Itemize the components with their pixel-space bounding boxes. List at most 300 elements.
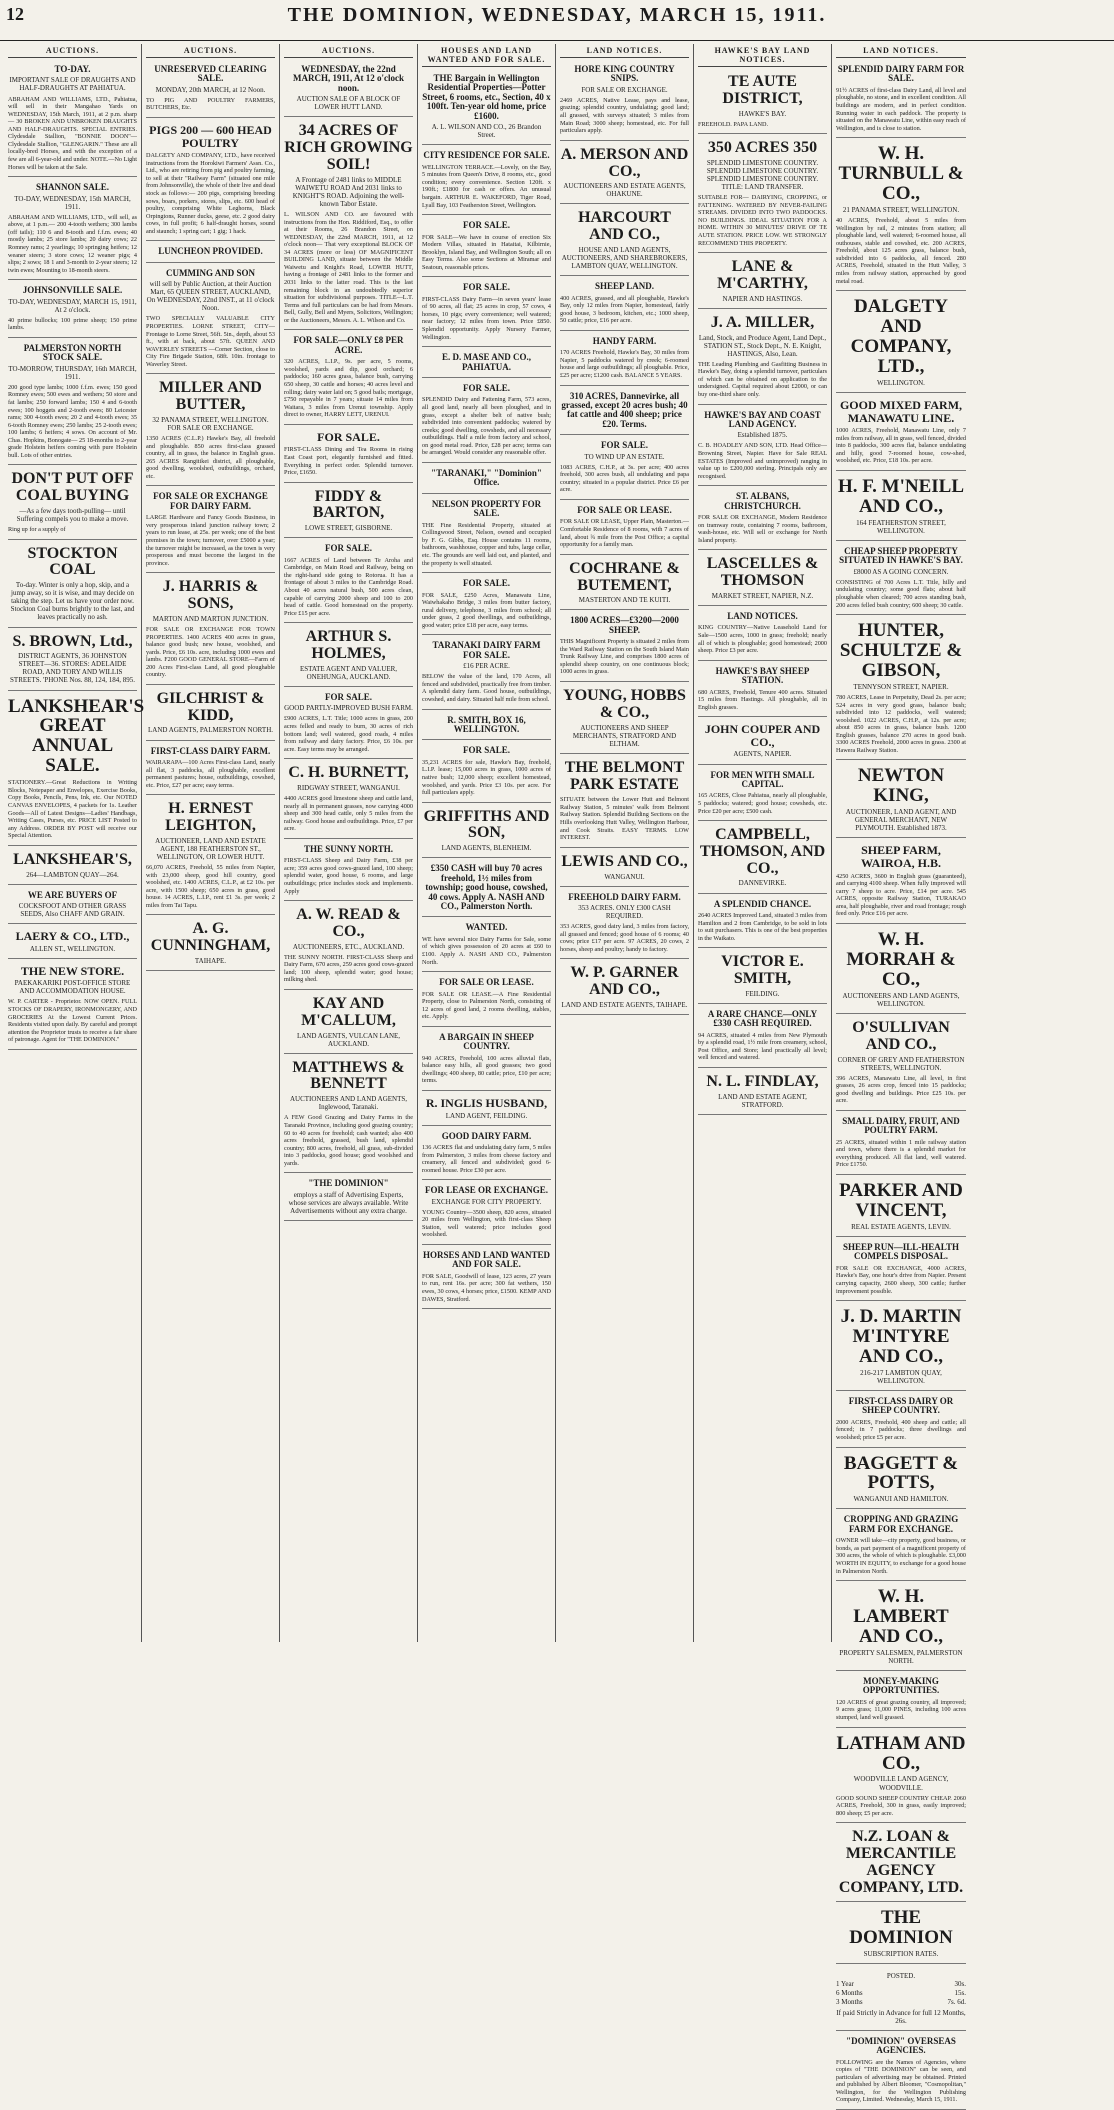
- ad-body-text: C. B. HOADLEY AND SON, LTD. Head Office—Browning Street, Napier. Have for Sale REAL ESTATES (Improved and unimproved) ranging in value up to £200,000 sterling. Principals only are recognised.: [698, 442, 827, 480]
- ad-body-text: OWNER will take—city property, good business, or bonds, as part payment of a magnificent property of 300 acres, the whole of which is ploughable. £3,000 WORTH IN EQUITY, to exchange for a good house in Palmerston North.: [836, 1537, 966, 1575]
- ad-subheading: will sell by Public Auction, at their Auction Mart, 65 QUEEN STREET, AUCKLAND, On WEDNESDAY, 22nd INST., at 11 o'clock Noon.: [146, 280, 275, 313]
- ad-headline: SPLENDID DAIRY FARM FOR SALE.: [837, 64, 965, 84]
- advertisement: [560, 62, 689, 141]
- ad-subheading: RIDGWAY STREET, WANGANUI.: [297, 784, 400, 792]
- ad-subheading: AUCTIONEER, LAND AGENT, AND GENERAL MERCHANT, NEW PLYMOUTH. Established 1873.: [845, 808, 957, 833]
- advertisement: [146, 62, 275, 118]
- ad-body-text: THIS Magnificent Property is situated 2 miles from the Ward Railway Station on the South Island Main Trunk Railway Line, and comprises 1800 acres of splendid sheep country, on one continuous block; 1000 acres in grass.: [560, 638, 689, 676]
- advertisement: [146, 576, 275, 685]
- ad-headline: COCHRANE & BUTEMENT,: [569, 559, 680, 594]
- ad-headline: ST. ALBANS, CHRISTCHURCH.: [724, 491, 801, 511]
- advertisement: [698, 951, 827, 1004]
- ad-body-text: ABRAHAM AND WILLIAMS, LTD., Pahiatua, will sell in their Mangahao Yards on WEDNESDAY, 15th March, 1911, at 2 p.m. sharp— 30 BROKEN AND UNBROKEN DRAUGHTS AND HALF-DRAUGHTS. SPECIAL ENTRIES. Clydesdale Stallion, "BONNIE DOON"— Clydesdale Stallion, "GLENGARIN." These are all locally-bred Horses, and with the exception of a few are all 6-year-old and under. NOTE.—No Light Horses will be taken at the Sale.: [8, 95, 137, 171]
- advertisement: [284, 842, 413, 901]
- rate-period: 6 Months: [836, 1989, 863, 1998]
- ad-subheading: 264—LAMBTON QUAY—264.: [26, 870, 119, 879]
- ad-body-text: KING COUNTRY—Native Leasehold Land for Sale—1500 acres, 1000 in grass; freehold; nearly all of which is ploughable; good homestead; 2000 sheep. Price £3 per acre.: [698, 624, 827, 655]
- advertisement: [698, 137, 827, 253]
- ad-subheading: WANGANUI.: [604, 872, 645, 881]
- ad-headline: PALMERSTON NORTH STOCK SALE.: [23, 342, 122, 363]
- advertisement: [560, 334, 689, 386]
- ad-subheading: DISTRICT AGENTS, 36 JOHNSTON STREET—36. STORES: ADELAIDE ROAD, AND TORY AND WILLIS STREETS. 'PHONE Nos. 88, 124, 184, 895.: [10, 652, 135, 685]
- ad-subheading: 164 FEATHERSTON STREET, WELLINGTON.: [856, 518, 946, 535]
- ad-headline: WEDNESDAY, the 22nd MARCH, 1911, At 12 o'clock noon.: [293, 64, 404, 93]
- advertisement: [284, 1057, 413, 1174]
- advertisement: [284, 428, 413, 483]
- ad-headline: W. H. TURNBULL & CO.,: [838, 143, 964, 205]
- ad-body-text: SUITABLE FOR— DAIRYING, CROPPING, or FATTENING. WATERED BY NEVER-FAILING STREAMS. DIVIDED INTO TWO PADDOCKS. NO BUILDINGS. IDEAL SITUATION FOR A HOME. WITHIN 30 MINUTES' DRIVE OF TE AUTE STATION. PRICE LOW. WE STRONGLY RECOMMEND THIS PROPERTY.: [698, 194, 827, 247]
- ad-body-text: 1083 ACRES, C.H.P., at 3s. per acre; 400 acres freehold, 300 acres bush, all undulating and papa country; situated in a popular district. Price £6 per acre.: [560, 463, 689, 494]
- advertisement: [8, 927, 137, 959]
- ad-headline: UNRESERVED CLEARING SALE.: [154, 64, 267, 84]
- ad-headline: THE SUNNY NORTH.: [303, 843, 394, 854]
- advertisement: [422, 280, 551, 347]
- ad-body-text: DALGETY AND COMPANY, LTD., have received instructions from the Horokiwi Farmers' Assn. Co., Ltd., who are retiring from pig and poultry farming, to sell at their "Railway Farm" (situated one mile from Johnsonville), the whole of their live and dead stock as follows:— 200 pigs, comprising breeding sows, boars, porkers, stores, slips, etc. 600 head of poultry, comprising White Leghorns, Black Orpingtons, Runner ducks, geese, etc. 2 good dairy cows, in full profit; 6 half-draught horses, sound and staunch; 1 spring cart; 1 gig; 1 hack.: [146, 152, 275, 235]
- ad-body-text: LARGE Hardware and Fancy Goods Business, in very prosperous inland junction railway town; 2 years to run lease, at 25s. per week; one of the best premises in the town; turnover, over £5000 a year; the turnover might be increased, as the town is very prosperous and must become the largest in the province.: [146, 514, 275, 567]
- ad-headline: H. F. M'NEILL AND CO.,: [838, 475, 964, 517]
- advertisement: [836, 1240, 966, 1301]
- ad-headline: TO-DAY.: [54, 64, 91, 74]
- ad-headline: J. HARRIS & SONS,: [162, 578, 259, 613]
- ad-headline: THE DOMINION: [849, 1907, 953, 1949]
- ad-subheading: 32 PANAMA STREET, WELLINGTON. FOR SALE OR EXCHANGE.: [152, 416, 269, 433]
- ad-subheading: DANNEVIRKE.: [738, 879, 787, 888]
- page-number: 12: [6, 4, 24, 24]
- column-2: [142, 44, 280, 1642]
- ad-subheading: ESTATE AGENT AND VALUER, ONEHUNGA, AUCKLAND.: [299, 664, 398, 681]
- advertisement: [146, 688, 275, 741]
- column-6: [694, 44, 832, 1642]
- ad-headline: CAMPBELL, THOMSON, AND CO.,: [699, 826, 826, 877]
- ad-subheading: 21 PANAMA STREET, WELLINGTON.: [842, 206, 960, 215]
- ad-body-text: 94 ACRES, situated 4 miles from New Plymouth by a splendid road, 1½ mile from creamery, school, Post Office, and Store; land practically all level; well fenced and watered.: [698, 1031, 827, 1062]
- ad-subheading: LAND AGENTS, VULCAN LANE, AUCKLAND.: [296, 1031, 401, 1048]
- ad-subheading: IMPORTANT SALE OF DRAUGHTS AND HALF-DRAUGHTS AT PAHIATUA.: [9, 76, 136, 93]
- ad-headline: SHEEP LAND.: [594, 281, 654, 292]
- ad-headline: SHANNON SALE.: [35, 182, 109, 193]
- ad-body-text: THE Fine Residential Property, situated at Collingwood Street, Nelson, owned and occupied by F. G. Gibbs, Esq. House contains 11 rooms, bathroom, washhouse, copper and tubs, large cellar, etc. The grounds are well laid out, and planted, and the property is well situated.: [422, 521, 551, 567]
- ad-headline: GILCHRIST & KIDD,: [156, 689, 265, 724]
- ad-headline: PIGS 200 — 600 HEAD POULTRY: [149, 123, 272, 150]
- advertisement: [836, 1826, 966, 1902]
- ad-subheading: A Frontage of 2481 links to MIDDLE WAIWETU ROAD And 2031 links to KNIGHT'S ROAD. Adjoining the well-known Tabor Estate.: [292, 175, 405, 208]
- ad-headline: GOOD DAIRY FARM.: [441, 1130, 532, 1141]
- ad-headline: J. D. MARTIN M'INTYRE AND CO.,: [840, 1306, 962, 1367]
- ad-headline: FOR MEN WITH SMALL CAPITAL.: [710, 769, 815, 789]
- ad-body-text: A FEW Good Grazing and Dairy Farms in the Taranaki Province, including good grazing country; 60 to 40 acres for freehold; cash wanted; also 400 acres freehold, grassed, bush land, splendid country; 800 acres, freehold, all grass, sub-divided into 3 paddocks, good house; good woolshed and yards.: [284, 1114, 413, 1167]
- ad-body-text: 120 ACRES of great grazing country, all improved; 9 acres grass; 11,000 PINES, including 100 acres stumped, land well grassed.: [836, 1698, 966, 1722]
- ad-headline: LAERY & CO., LTD.,: [15, 929, 130, 944]
- advertisement: [836, 927, 966, 1014]
- ad-subheading: TENNYSON STREET, NAPIER.: [853, 682, 949, 691]
- advertisement: [422, 1248, 551, 1309]
- advertisement: [422, 1030, 551, 1091]
- ad-subheading: MONDAY, 20th MARCH, at 12 Noon.: [155, 85, 266, 94]
- ad-headline: J. A. MILLER,: [710, 313, 815, 331]
- ad-headline: N.Z. LOAN & MERCANTILE AGENCY COMPANY, LTD.: [838, 1828, 964, 1896]
- advertisement: [8, 849, 137, 885]
- ad-headline: A. G. CUNNINGHAM,: [150, 920, 271, 955]
- ad-subheading: AUCTION SALE OF A BLOCK OF LOWER HUTT LAND.: [296, 95, 401, 112]
- advertisement: [422, 1094, 551, 1126]
- rates-title: POSTED.: [886, 1972, 916, 1981]
- advertisement: [698, 768, 827, 822]
- ad-headline: W. H. LAMBERT AND CO.,: [853, 1586, 949, 1648]
- advertisement: [698, 1071, 827, 1115]
- column-4: [418, 44, 556, 1642]
- advertisement: [836, 474, 966, 541]
- ad-body-text: 165 ACRES, Close Pahiatua, nearly all ploughable, 5 paddocks; watered; good house; cowsheds, etc. Price £20 per acre; £500 cash.: [698, 792, 827, 815]
- ad-body-text: FOR SALE—We have in course of erection Six Modern Villas, situated in Hataitai, Kilbirnie, Brooklyn, Island Bay, and Wellington South; all on Easy Terms. Also some Sections at Miramar and Seatoun, reasonable prices.: [422, 233, 551, 271]
- ad-body-text: 780 ACRES, Lease in Perpetuity, Dead 2s. per acre; 524 acres in very good grass, balance bush; subdivided into 12 paddocks, well watered; woolshed. 1022 ACRES, C.H.P., at 12s. per acre; about 850 acres in grass, balance bush. 1200 English grasses, balance 270 acres in good bush. 3300 ACRES Freehold, 2000 acres in grass. 2300 at Hawera Railway Station.: [836, 693, 966, 754]
- ad-headline: R. SMITH, BOX 16, WELLINGTON.: [447, 714, 526, 734]
- advertisement: [422, 1129, 551, 1181]
- ad-subheading: TO WIND UP AN ESTATE.: [584, 452, 665, 461]
- advertisement: [836, 841, 966, 924]
- ad-subheading: £16 PER ACRE.: [463, 662, 510, 671]
- ad-headline: TE AUTE DISTRICT,: [722, 73, 803, 107]
- ad-headline: HARCOURT AND CO.,: [578, 209, 671, 244]
- ad-subheading: SUBSCRIPTION RATES.: [863, 1950, 939, 1959]
- ad-headline: FOR SALE.: [600, 440, 648, 451]
- rate-price: 15s.: [954, 1989, 966, 1998]
- ad-headline: CUMMING AND SON: [166, 267, 255, 278]
- advertisement: [8, 694, 145, 846]
- ad-subheading: MASTERTON AND TE KUITI.: [578, 596, 671, 605]
- ad-headline: R. INGLIS HUSBAND,: [425, 1095, 548, 1110]
- ad-subheading: To-day. Winter is only a hop, skip, and a jump away, so it is wise, and may decide on taking the step. Let us have your order now. Stockton Coal burns brightly to the last, and leaves practically no ash.: [10, 581, 135, 622]
- ad-subheading: EXCHANGE FOR CITY PROPERTY.: [431, 1197, 542, 1206]
- advertisement: [836, 1731, 966, 1824]
- ad-body-text: FOR SALE OR EXCHANGE FOR TOWN PROPERTIES. 1400 ACRES 400 acres in grass, balance good bush; new house, woolshed, and yards. Price, £6 10s. acre, including 1000 ewes and lambs. F200 GOOD GENERAL STORE—Farm of 200 Acres First-class Land, all good ploughable country.: [146, 625, 275, 679]
- ad-body-text: GOOD SOUND SHEEP COUNTRY CHEAP. 2060 ACRES, Freehold, 300 in grass, easily improved; 800 sheep; £5 per acre.: [836, 1794, 966, 1817]
- ad-headline: BAGGETT & POTTS,: [843, 1452, 959, 1494]
- column-5: [556, 44, 694, 1642]
- column-header: AUCTIONS.: [8, 44, 137, 58]
- advertisement: [422, 743, 551, 802]
- ad-headline: E. D. MASE AND CO., PAHIATUA.: [441, 352, 531, 372]
- column-header: LAND NOTICES.: [836, 44, 966, 58]
- ad-subheading: REAL ESTATE AGENTS, LEVIN.: [851, 1222, 951, 1231]
- ad-headline: FOR SALE.: [317, 429, 380, 444]
- ad-headline: DALGETY AND COMPANY, LTD.,: [850, 296, 952, 377]
- ad-subheading: PROPERTY SALESMEN, PALMERSTON NORTH.: [839, 1648, 963, 1665]
- ad-subheading: WANGANUI AND HAMILTON.: [853, 1495, 949, 1504]
- ad-subheading: NAPIER AND HASTINGS.: [722, 294, 803, 303]
- advertisement: [560, 613, 689, 682]
- ad-subheading: GOOD PARTLY-IMPROVED BUSH FARM.: [284, 704, 413, 713]
- ad-headline: HAWKE'S BAY SHEEP STATION.: [715, 665, 810, 686]
- ad-headline: TARANAKI DAIRY FARM FOR SALE.: [432, 640, 541, 660]
- ad-headline: 310 ACRES, Dannevirke, all grassed, except 20 acres bush; 40 fat cattle and 400 sheep; price £20. Terms.: [561, 390, 688, 429]
- advertisement: [698, 824, 827, 893]
- ad-subheading: WELLINGTON.: [877, 378, 925, 387]
- advertisement: [836, 62, 966, 138]
- ad-body-text: 320 ACRES, L.I.P., 9s. per acre, 5 rooms, woolshed, yards and dip, good orchard; 6 paddocks; 160 acres grass, balance bush, carrying 650 sheep, 30 cattle and horses; 40 acres level and rolling; dairy water laid on; 5 good bails; mortgage, £750 repayable in 7 years; situate 14 miles from Waitara, 3 miles from Urenui township. Apply direct to owner, HARRY LETT, URENUI.: [284, 358, 413, 419]
- ad-body-text: 353 ACRES, good dairy land, 3 miles from factory, all grassed and fenced; good house of 6 rooms; 40 cows; price £17 per acre. 97 ACRES, 20 cows, 2 horses, sheep and poultry; handy to factory.: [560, 923, 689, 953]
- advertisement: [836, 1512, 966, 1581]
- advertisement: [284, 993, 413, 1054]
- ad-headline: KAY AND M'CALLUM,: [301, 995, 396, 1029]
- ad-headline: FIRST-CLASS DAIRY OR SHEEP COUNTRY.: [848, 1395, 954, 1416]
- ad-body-text: FOR SALE OR EXCHANGE, 4000 ACRES, Hawke's Bay, one hour's drive from Napier. Present carrying capacity, 2600 sheep, 300 cattle; further improvement possible.: [836, 1264, 966, 1295]
- ad-headline: FOR SALE.: [462, 220, 510, 231]
- ad-body-text: 940 ACRES, Freehold, 100 acres alluvial flats, balance easy hills, all good grasses; two good dwellings; 400 sheep, 80 cattle; price, £10 per acre; terms.: [422, 1054, 551, 1085]
- ad-headline: LUNCHEON PROVIDED.: [158, 246, 263, 257]
- ad-headline: SHEEP RUN—ILL-HEALTH COMPELS DISPOSAL.: [843, 1241, 959, 1262]
- ad-subheading: SPLENDID LIMESTONE COUNTRY. SPLENDID LIMESTONE COUNTRY. SPLENDID LIMESTONE COUNTRY. TITLE: LAND TRANSFER.: [706, 159, 819, 192]
- ad-subheading: CORNER OF GREY AND FEATHERSTON STREETS, WELLINGTON.: [837, 1055, 965, 1072]
- ad-body-text: SITUATE between the Lower Hutt and Belmont Railway Station, 5 minutes' walk from Belmont Railway Station. Splendid Building Sections on the Hills overlooking Hutt Valley, Wellington Harbour, and Cook Straits. EASY TERMS. LOW INTEREST.: [560, 796, 689, 842]
- ad-headline: SMALL DAIRY, FRUIT, AND POULTRY FARM.: [842, 1115, 960, 1136]
- advertisement: [146, 377, 275, 486]
- ad-subheading: Established 1875.: [737, 431, 788, 440]
- ad-subheading: AUCTIONEER, LAND AND ESTATE AGENT, 188 FEATHERSTON ST., WELLINGTON, OR LOWER HUTT.: [155, 836, 266, 861]
- ad-headline: FOR SALE OR LEASE.: [439, 977, 534, 988]
- ad-subheading: employs a staff of Advertising Experts, whose services are always available. Write Advertisements without any extra charge.: [288, 1190, 409, 1215]
- ad-body-text: L. WILSON AND CO. are favoured with instructions from the Hon. Riddiford, Esq., to offer at their Rooms, 26 Brandon Street, on WEDNESDAY, the 22nd MARCH, 1911, at 12 o'clock noon— That very exceptional BLOCK OF 34 ACRES (more or less) OF MAGNIFICENT BUILDING LAND, situate between the Middle Waiwetu and Knight's Road, LOWER HUTT, having a frontage of 2481 links to the former and 2031 links to the latter road. This is the last remaining block in an undoubtedly superior situation for subdivisional purposes. TITLE—L.T. Terms and full particulars can be had from Messrs. Bell, Gully, Bell and Myers, Solicitors, Wellington; or the Auctioneers, Messrs. A. L. Wilson and Co.: [284, 210, 413, 324]
- advertisement: [836, 1394, 966, 1448]
- advertisement: [284, 626, 413, 687]
- advertisement: [698, 312, 827, 405]
- rate-price: 7s. 6d.: [947, 1997, 966, 2006]
- advertisement: [146, 918, 275, 971]
- advertisement: [146, 489, 275, 573]
- ad-body-text: 1350 ACRES (C.L.P.) Hawke's Bay, all freehold and ploughable. 850 acres first-class grassed country, all in grass, the balance in English grass. 265 ACRES Rangitikei district, all ploughable, good dwelling, woolshed, outbuildings, orchard, etc.: [146, 435, 275, 480]
- advertisement: [422, 920, 551, 972]
- ad-headline: NEWTON KING,: [857, 765, 945, 807]
- ad-headline: A RARE CHANCE—ONLY £330 CASH REQUIRED.: [707, 1008, 818, 1029]
- advertisement: [146, 798, 275, 915]
- ad-headline: JOHN COUPER AND CO.,: [704, 722, 821, 749]
- ad-subheading: LAND AND ESTATE AGENTS, TAIHAPE.: [561, 1000, 688, 1009]
- ad-headline: LEWIS AND CO.,: [561, 852, 688, 870]
- advertisement: [698, 720, 827, 764]
- ad-headline: LANE & M'CARTHY,: [717, 258, 808, 292]
- ad-subheading: TO-MORROW, THURSDAY, 16th MARCH, 1911.: [8, 364, 137, 381]
- ad-body-text: 35,231 ACRES for sale, Hawke's Bay, freehold, L.I.P. lease; 15,000 acres in grass, 1000 acres of native bush; 12,000 sheep; excellent homestead, woolshed, and yards. Price £3 10s. per acre. For full particulars apply.: [422, 758, 551, 797]
- ad-headline: 350 ACRES 350: [707, 139, 818, 157]
- ad-subheading: Land, Stock, and Produce Agent, Land Dept., STATION ST., Stock Dept., N. E. Knight, HASTINGS, Also, Lean.: [698, 333, 827, 358]
- ad-headline: HORSES AND LAND WANTED AND FOR SALE.: [422, 1250, 551, 1270]
- ad-body-text: FOLLOWING are the Names of Agencies, where copies of "THE DOMINION" can be seen, and particulars of advertising may be obtained. Printed and published by Albert Bloomer, "Cosmopolitan," Wellington, for the Wellington Publishing Company, Limited. Wednesday, March 15, 1911.: [836, 2058, 966, 2104]
- ad-headline: FIDDY & BARTON,: [312, 487, 385, 522]
- advertisement: [146, 266, 275, 375]
- advertisement: [836, 1905, 966, 1964]
- ad-headline: FOR SALE OR EXCHANGE FOR DAIRY FARM.: [153, 491, 268, 511]
- advertisement: [836, 396, 966, 471]
- advertisement: [284, 904, 413, 990]
- ad-headline: FOR SALE.: [324, 691, 372, 702]
- advertisement: [698, 553, 827, 606]
- ad-subheading: LAND AGENTS, PALMERSTON NORTH.: [147, 726, 273, 735]
- ad-body-text: FOR SALE OR EXCHANGE, Modern Residence on tramway route, containing 7 rooms, bathroom, wash-house, etc. Will sell or exchange for North Island property.: [698, 514, 827, 544]
- advertisement: [8, 62, 137, 177]
- ad-subheading: A. L. WILSON AND CO., 26 Brandon Street.: [431, 123, 542, 140]
- ad-headline: ARTHUR S. HOLMES,: [305, 628, 392, 663]
- advertisement: [422, 975, 551, 1027]
- ad-headline: YOUNG, HOBBS & CO.,: [563, 687, 686, 721]
- ad-headline: LATHAM AND CO.,: [836, 1732, 966, 1774]
- advertisement: [8, 180, 137, 280]
- advertisement: [8, 888, 137, 925]
- ad-headline: FOR SALE OR LEASE.: [577, 505, 672, 516]
- ad-body-text: WAIRARAPA—100 Acres First-class Land, nearly all flat, 3 paddocks, all ploughable, excellent permanent pastures; house, outbuildings, cowshed, etc. Price, £27 per acre; easy terms.: [146, 758, 275, 789]
- ad-subheading: 353 ACRES. ONLY £300 CASH REQUIRED.: [578, 904, 671, 921]
- advertisement: [422, 466, 551, 494]
- advertisement: [146, 121, 275, 241]
- ad-body-text: 2000 ACRES, Freehold, 400 sheep and cattle; all fenced; in 7 paddocks; three dwellings and woolshed; price £5 per acre.: [836, 1418, 966, 1441]
- advertisement: [698, 1007, 827, 1068]
- ad-headline: S. BROWN, Ltd.,: [12, 632, 133, 650]
- ad-headline: DON'T PUT OFF COAL BUYING: [11, 470, 134, 505]
- advertisement: [422, 861, 551, 917]
- column-header: AUCTIONS.: [146, 44, 275, 58]
- ad-headline: A. W. READ & CO.,: [296, 906, 401, 940]
- advertisement: [284, 333, 413, 424]
- ad-body-text: FOR SALE, Goodwill of lease, 123 acres, 27 years to run, rent 16s. per acre; 300 fat wethers, 150 ewes, 30 cows, 4 horses; price, £1500. KEMP AND DAWES, Stratford.: [422, 1272, 551, 1303]
- ad-body-text: WE have several nice Dairy Farms for Sale, some of which gives possession of 20 acres at £60 to £100. Apply A. NASH AND CO., Palmerston North.: [422, 935, 551, 966]
- column-header: HAWKE'S BAY LAND NOTICES.: [698, 44, 827, 67]
- ad-body-text: 2640 ACRES Improved Land, situated 3 miles from Hamilton and 2 from Cambridge, to be sold in lots to suit purchasers. This is one of the best properties in the Waikato.: [698, 911, 827, 942]
- columns: [4, 44, 1110, 2104]
- ad-subheading: TO-DAY, WEDNESDAY, 15th MARCH, 1911.: [14, 194, 131, 211]
- ad-headline: HORE KING COUNTRY SNIPS.: [574, 64, 675, 84]
- advertisement: [560, 890, 689, 960]
- ad-subheading: LOWE STREET, GISBORNE.: [304, 524, 393, 533]
- ad-body-text: TO PIG AND POULTRY FARMERS, BUTCHERS, Etc.: [146, 96, 275, 112]
- ad-body-text: FOR SALE OR LEASE.—A Fine Residential Property, close to Palmerston North, consisting of 12 acres of good land, 2 rooms dwelling, stables, etc. Apply.: [422, 990, 551, 1021]
- ad-body-text: FOR SALE, £250 Acres, Manawatu Line, Waiwhakaho Bridge, 3 miles from butter factory, rural delivery, telephone, 3 miles from school; all under grass, 2 good dwellings, and outbuildings, good water; price £18 per acre, easy terms.: [422, 591, 551, 629]
- advertisement: [422, 806, 551, 859]
- ad-headline: FOR SALE.: [462, 745, 510, 756]
- ad-headline: FOR SALE—ONLY £8 PER ACRE.: [293, 335, 404, 355]
- ad-body-text: 2469 ACRES, Native Lease, pays and lease, grazing; splendid country, undulating; good land; all grassed, with surveys situated; 3 miles from Main Road; 3000 sheep; homestead, etc. For full particulars apply.: [560, 96, 689, 135]
- ad-headline: FOR SALE.: [324, 543, 372, 554]
- advertisement: [560, 558, 689, 611]
- advertisement: [284, 62, 413, 117]
- advertisement: [560, 851, 689, 887]
- column-1: [4, 44, 145, 1642]
- ad-headline: CROPPING AND GRAZING FARM FOR EXCHANGE.: [843, 1514, 959, 1534]
- advertisement: [8, 962, 137, 1050]
- ad-body-text: 400 ACRES, grassed, and all ploughable, Hawke's Bay, only 12 miles from Napier, homestead, fairly good house, 3 bedroom, kitchen, etc.; 1000 sheep, 50 cattle; price, £16 per acre.: [560, 294, 689, 325]
- ad-body-text: 1000 ACRES, Freehold, Manawatu Line, only 7 miles from railway, all in grass, well fenced, divided into 8 paddocks, 300 acres flat, balance undulating and hilly, good 7-roomed house, cow-shed, woolshed, etc. Price, £18 10s. per acre.: [836, 427, 967, 465]
- ad-body-text: FOR SALE OR LEASE, Upper Plain, Masterton.—Comfortable Residence of 8 rooms, with 7 acres of land, about ¾ mile from the Post Office; a capital opportunity for a family man.: [560, 518, 689, 549]
- ad-body-text: 680 ACRES, Freehold, Tenure 400 acres. Situated 15 miles from Hastings. All ploughable, all in English grasses.: [698, 688, 827, 711]
- ad-headline: "THE DOMINION": [308, 1178, 389, 1189]
- ad-headline: W. H. MORRAH & CO.,: [846, 929, 956, 990]
- ad-headline: HAWKE'S BAY AND COAST LAND AGENCY.: [704, 409, 821, 429]
- advertisement: [422, 638, 551, 709]
- ad-body-text: 4250 ACRES, 3600 in English grass (guaranteed), and carrying 4100 sheep. When fully improved will carry 7 sheep to acre. Price, £14 per acre. 545 ACRES, opposite Railway Station, TURAKAO area, half ploughable, river and road frontage; rough feed only. Price £16 per acre.: [836, 872, 966, 918]
- advertisement: [422, 497, 551, 573]
- rate-price: 30s.: [954, 1980, 966, 1989]
- ad-subheading: TAIHAPE.: [194, 956, 227, 965]
- ad-headline: JOHNSONVILLE SALE.: [22, 285, 123, 296]
- advertisement: [836, 141, 966, 291]
- ad-headline: VICTOR E. SMITH,: [721, 953, 804, 987]
- ad-headline: A BARGAIN IN SHEEP COUNTRY.: [439, 1031, 534, 1052]
- ad-body-text: TWO SPECIALLY VALUABLE CITY PROPERTIES. LORNE STREET, CITY—Frontage to Lorne Street, 56ft. 5in., depth, about 53 ft., with at back, about 57ft. QUEEN AND WAVERLEY STREETS —Corner Section, close to City Fire Brigade Station, 68ft. 10in. frontage to Waverley Street.: [146, 315, 275, 368]
- ad-body-text: Ring up for a supply of: [8, 526, 66, 534]
- ad-subheading: MARTON AND MARTON JUNCTION.: [152, 614, 269, 623]
- ad-headline: FOR SALE.: [462, 383, 510, 394]
- ad-headline: THE NEW STORE.: [20, 963, 125, 978]
- ad-subheading: HAWKE'S BAY.: [738, 109, 787, 118]
- ad-body-text: FREEHOLD. PAPA LAND.: [698, 120, 769, 128]
- ad-subheading: FOR SALE OR EXCHANGE.: [581, 85, 668, 94]
- ad-headline: FIRST-CLASS DAIRY FARM.: [150, 745, 271, 756]
- advertisement: [836, 1584, 966, 1671]
- ad-headline: HUNTER, SCHULTZE & GIBSON,: [839, 620, 963, 681]
- advertisement: [560, 962, 689, 1015]
- ad-subheading: FEILDING.: [745, 989, 780, 998]
- ad-headline: FOR SALE.: [462, 578, 510, 589]
- advertisement: [698, 897, 827, 949]
- ad-headline: CITY RESIDENCE FOR SALE.: [423, 150, 550, 161]
- advertisement: [422, 350, 551, 378]
- ad-headline: H. ERNEST LEIGHTON,: [165, 800, 256, 834]
- ad-headline: STOCKTON COAL: [27, 544, 118, 579]
- ad-subheading: COCKSFOOT AND OTHER GRASS SEEDS, Also CHAFF AND GRAIN.: [18, 902, 127, 919]
- ad-subheading: MARKET STREET, NAPIER, N.Z.: [711, 591, 814, 600]
- advertisement: [422, 576, 551, 635]
- advertisement: [8, 341, 137, 466]
- advertisement: [284, 541, 413, 623]
- advertisement: [284, 120, 413, 330]
- advertisement: [560, 438, 689, 500]
- advertisement: [836, 2034, 966, 2110]
- ad-body-text: £900 ACRES, L.T. Title; 1000 acres in grass, 200 acres felled and ready to burn, 30 acres of rich bottom land; well watered, good roads, 4 miles from railway and dairy factory. Price, £6 10s. per acre. Easy terms may be arranged.: [284, 715, 413, 753]
- ad-headline: LANKSHEAR'S GREAT ANNUAL SALE.: [8, 695, 145, 777]
- ad-headline: GOOD MIXED FARM, MANAWATU LINE.: [839, 397, 963, 425]
- ad-headline: "DOMINION" OVERSEAS AGENCIES.: [846, 2035, 956, 2056]
- advertisement: [560, 144, 689, 205]
- rate-period: 3 Months: [836, 1997, 863, 2006]
- advertisement: [284, 1176, 413, 1221]
- advertisement: [836, 1114, 966, 1175]
- ad-body-text: 170 ACRES Freehold, Hawke's Bay, 30 miles from Napier, 5 paddocks watered by creek; 6-roomed house and large outbuildings; all ploughable. Price, £25 per acre; £1200 cash. BALANCE 5 YEARS.: [560, 349, 689, 379]
- ad-headline: WE ARE BUYERS OF: [27, 889, 118, 900]
- ad-body-text: 396 ACRES, Manawatu Line, all level, in first grasses, 26 acres crop, fenced into 15 paddocks; good dwelling and buildings. Price £25 10s. per acre.: [836, 1074, 966, 1105]
- column-7: [832, 44, 970, 2104]
- advertisement: [422, 713, 551, 741]
- ad-headline: N. L. FINDLAY,: [706, 1072, 819, 1090]
- advertisement: [560, 389, 689, 436]
- advertisement: [560, 757, 689, 848]
- column-header: HOUSES AND LAND WANTED AND FOR SALE.: [422, 44, 551, 67]
- ad-body-text: 25 ACRES, situated within 1 mile railway station and town, where there is a splendid market for everything produced. All flat land, well watered. Price £1750.: [836, 1138, 966, 1169]
- ad-body-text: FIRST-CLASS Dairy Farm—in seven years' lease of 90 acres, all flat; 25 acres in crop, 57 cows, 4 horses, 10 pigs; every convenience; well watered; near factory; 12 miles from town. Price £850. Splendid opportunity. Apply Nursery Farmer, Wellington.: [422, 295, 551, 341]
- ad-body-text: 136 ACRES flat and undulating dairy farm, 5 miles from Palmerston, 3 miles from cheese factory and creamery, all fenced and subdivided; good 6-roomed house. Price £30 per acre.: [422, 1144, 551, 1174]
- ad-subheading: AUCTIONEERS AND SHEEP MERCHANTS, STRATFORD AND ELTHAM.: [572, 723, 677, 748]
- ad-headline: W. P. GARNER AND CO.,: [570, 964, 679, 999]
- column-header: LAND NOTICES.: [560, 44, 689, 58]
- ad-headline: LASCELLES & THOMSON: [706, 555, 819, 590]
- advertisement: [836, 618, 966, 760]
- advertisement: [422, 1183, 551, 1245]
- advertisement: [836, 294, 966, 393]
- subscription-rates: [836, 1967, 966, 2030]
- advertisement: [422, 148, 551, 215]
- advertisement: [698, 408, 827, 487]
- column-header: AUCTIONS.: [284, 44, 413, 58]
- ad-headline: NELSON PROPERTY FOR SALE.: [431, 498, 542, 519]
- ad-headline: SHEEP FARM, WAIROA, H.B.: [860, 843, 941, 871]
- rates-note: If paid Strictly in Advance for full 12 Months, 26s.: [836, 2008, 966, 2025]
- ad-body-text: 40 ACRES, Freehold, about 5 miles from Wellington by rail, 2 minutes from station; all ploughable land, well watered; 6-roomed house, all outhouses, stable and cowshed, etc. 200 ACRES, Freehold, about 125 acres grass, balance bush, subdivided into 6 paddocks, all fenced. 280 ACRES, Freehold, situated in the Hutt Valley, 3 miles from railway station, approached by good metal road.: [836, 217, 966, 285]
